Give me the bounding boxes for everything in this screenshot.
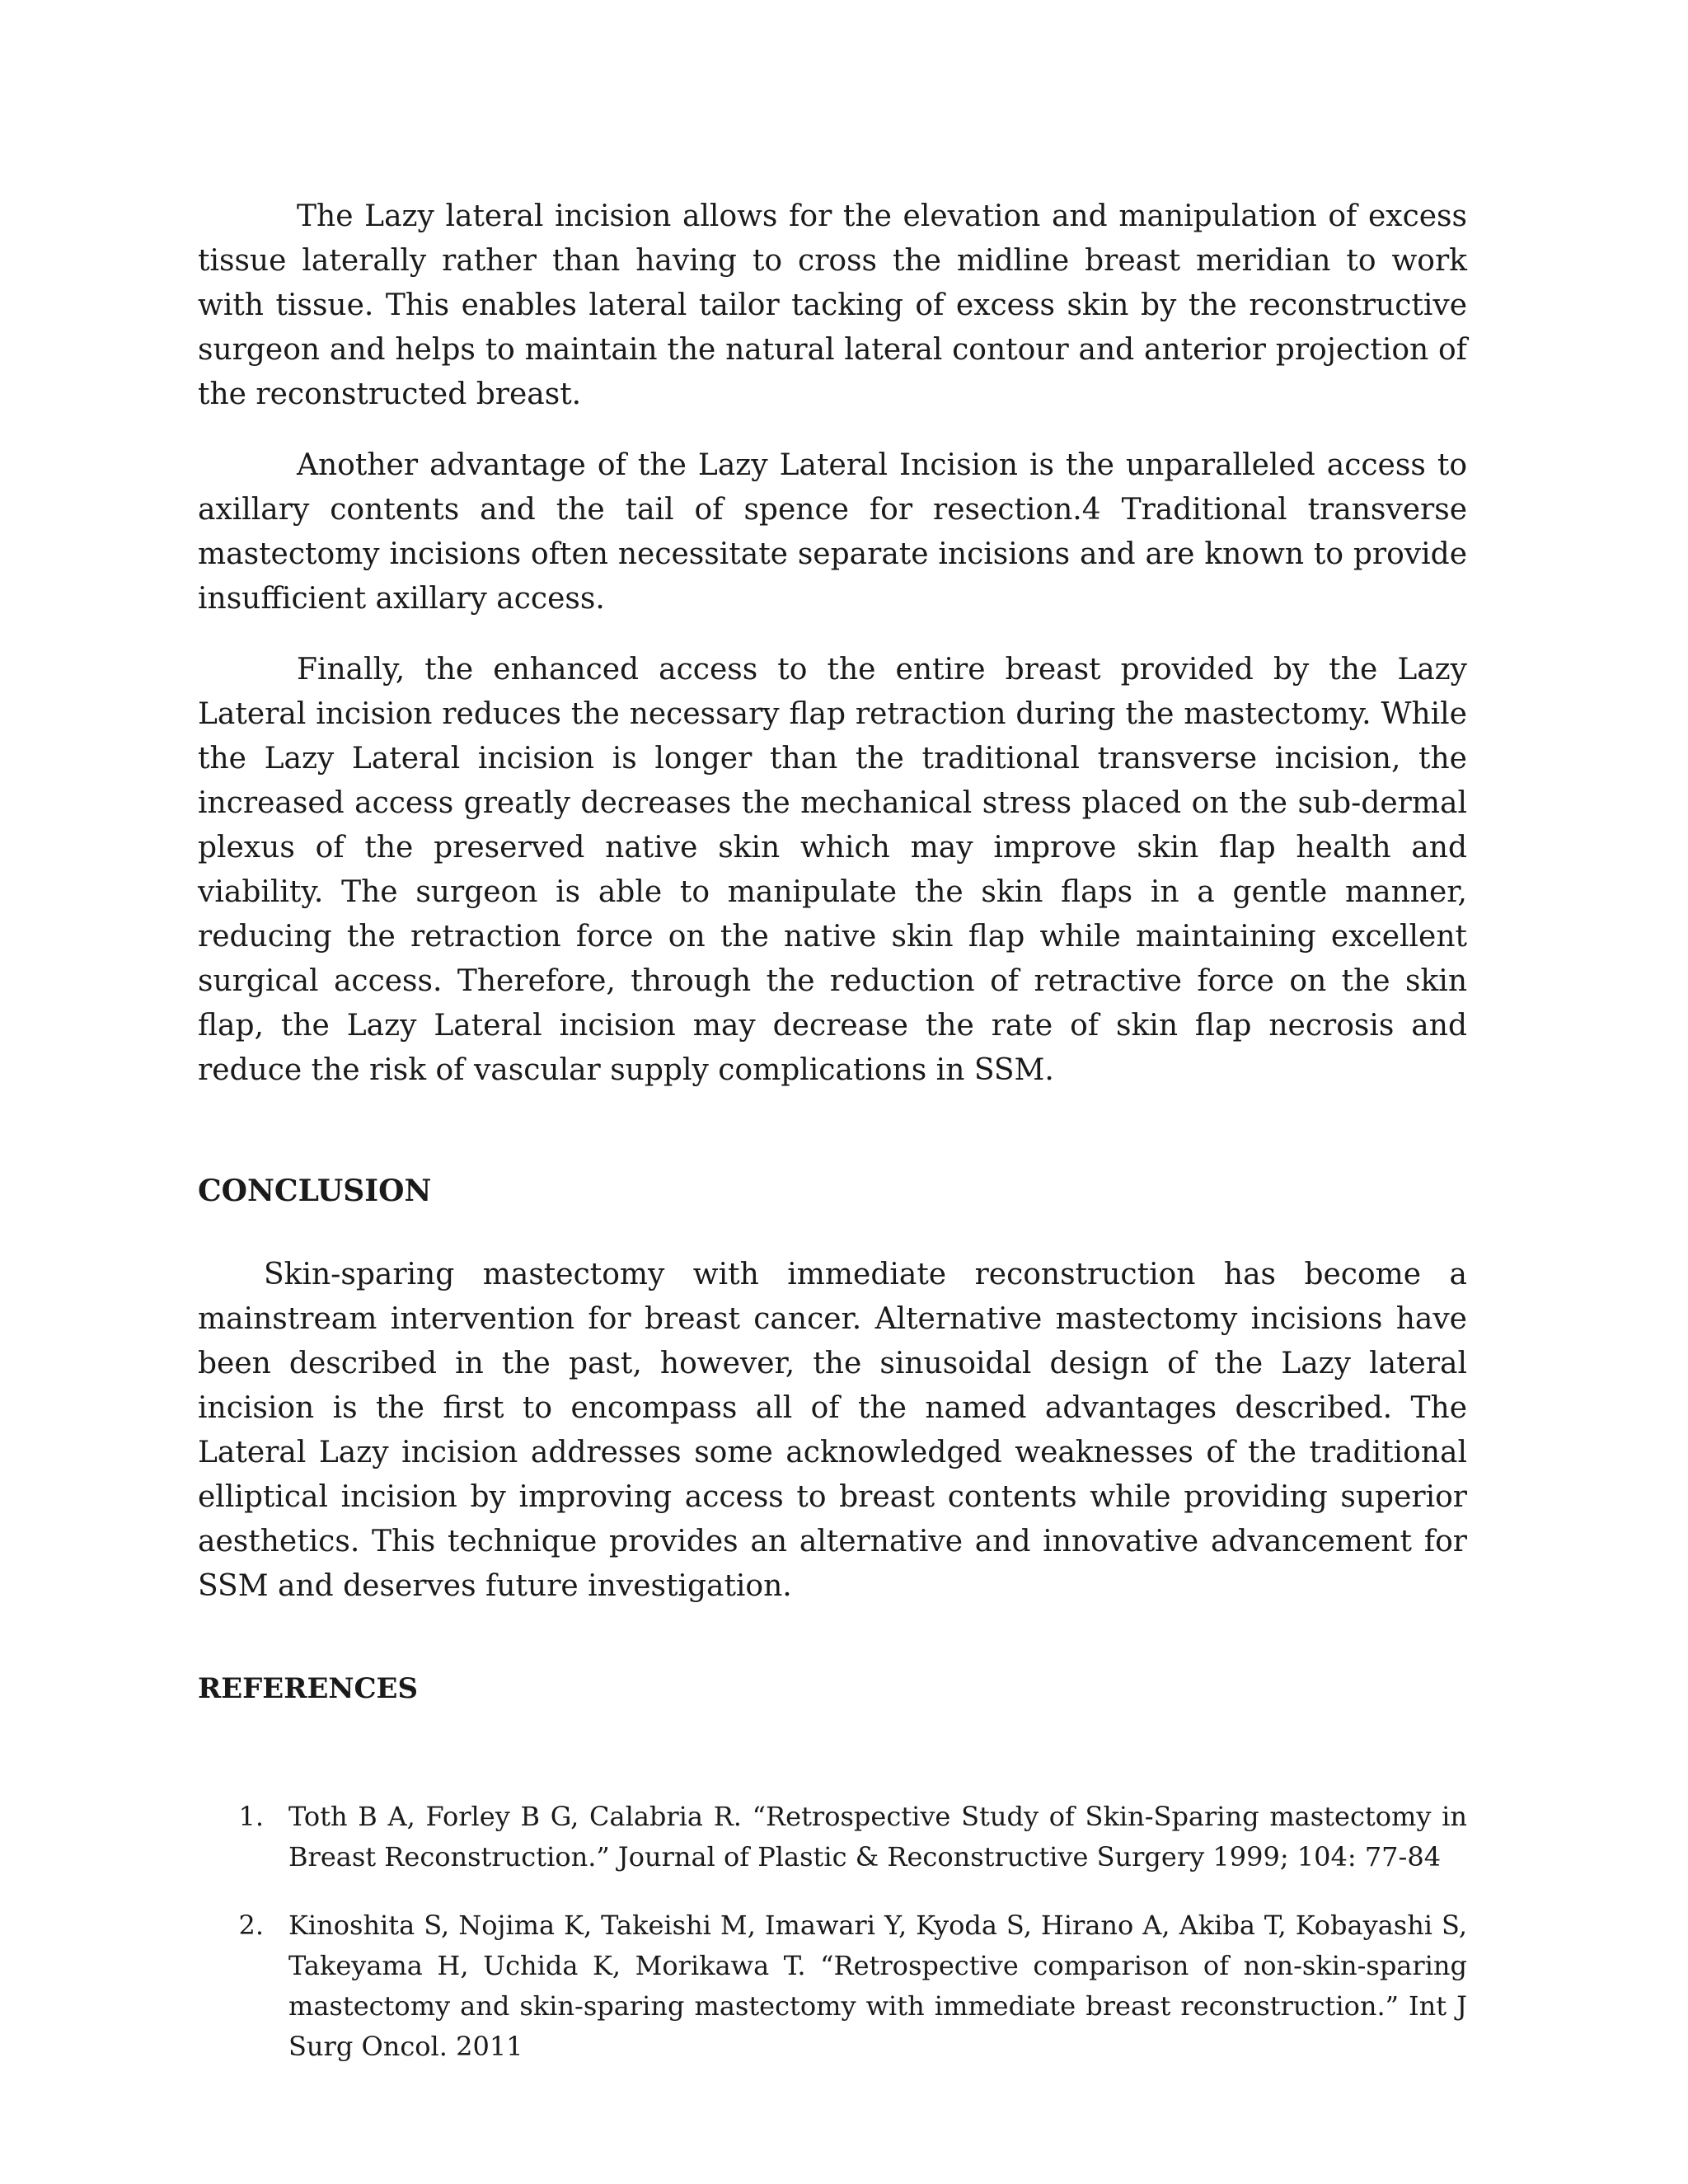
- body-paragraph-3: Finally, the enhanced access to the entire breast provided by the Lazy Lateral incision reduces the necessary flap retraction during the mastectomy. While the Lazy Lateral incision is longer than the traditional transverse incision, the increased access greatly decreases the mechanical stress placed on the sub-dermal plexus of the preserved native skin which may improve skin flap health and viability. The surgeon is able to manipulate the skin flaps in a gentle manner, reducing the retraction force on the native skin flap while maintaining excellent surgical access. Therefore, through the reduction of retractive force on the skin flap, the Lazy Lateral incision may decrease the rate of skin flap necrosis and reduce the risk of vascular supply complications in SSM.: [198, 653, 1467, 1087]
- conclusion-paragraph: Skin-sparing mastectomy with immediate reconstruction has become a mainstream intervention for breast cancer. Alternative mastectomy incisions have been described in the past, however, the sinusoidal design of the Lazy lateral incision is the first to encompass all of the named advantages described. The Lateral Lazy incision addresses some acknowledged weaknesses of the traditional elliptical incision by improving access to breast contents while providing superior aesthetics. This technique provides an alternative and innovative advancement for SSM and deserves future investigation.: [198, 1258, 1467, 1603]
- references-heading: REFERENCES: [198, 1672, 419, 1705]
- references-list: [198, 1797, 1467, 2067]
- reference-number: 2.: [238, 1910, 264, 1941]
- reference-number: 1.: [238, 1801, 264, 1832]
- body-paragraph-1: The Lazy lateral incision allows for the elevation and manipulation of excess tissue laterally rather than having to cross the midline breast meridian to work with tissue. This enables lateral tailor tacking of excess skin by the reconstructive surgeon and helps to maintain the natural lateral contour and anterior projection of the reconstructed breast.: [198, 199, 1467, 411]
- reference-text: Toth B A, Forley B G, Calabria R. “Retrospective Study of Skin-Sparing mastectomy in Breast Reconstruction.” Journal of Plastic & Reconstructive Surgery 1999; 104: 77-84: [288, 1801, 1467, 1872]
- document-page: [198, 194, 1467, 2067]
- body-paragraph-2: Another advantage of the Lazy Lateral Incision is the unparalleled access to axillary contents and the tail of spence for resection.4 Traditional transverse mastectomy incisions often necessitate separate incisions and are known to provide insufficient axillary access.: [198, 448, 1467, 616]
- reference-item: [198, 1797, 1467, 1877]
- reference-item: [198, 1905, 1467, 2067]
- conclusion-heading: CONCLUSION: [198, 1174, 432, 1208]
- reference-text: Kinoshita S, Nojima K, Takeishi M, Imawari Y, Kyoda S, Hirano A, Akiba T, Kobayashi S, Takeyama H, Uchida K, Morikawa T. “Retrospective comparison of non-skin-sparing mastectomy and skin-sparing mastectomy with immediate breast reconstruction.” Int J Surg Oncol. 2011: [288, 1910, 1467, 2062]
